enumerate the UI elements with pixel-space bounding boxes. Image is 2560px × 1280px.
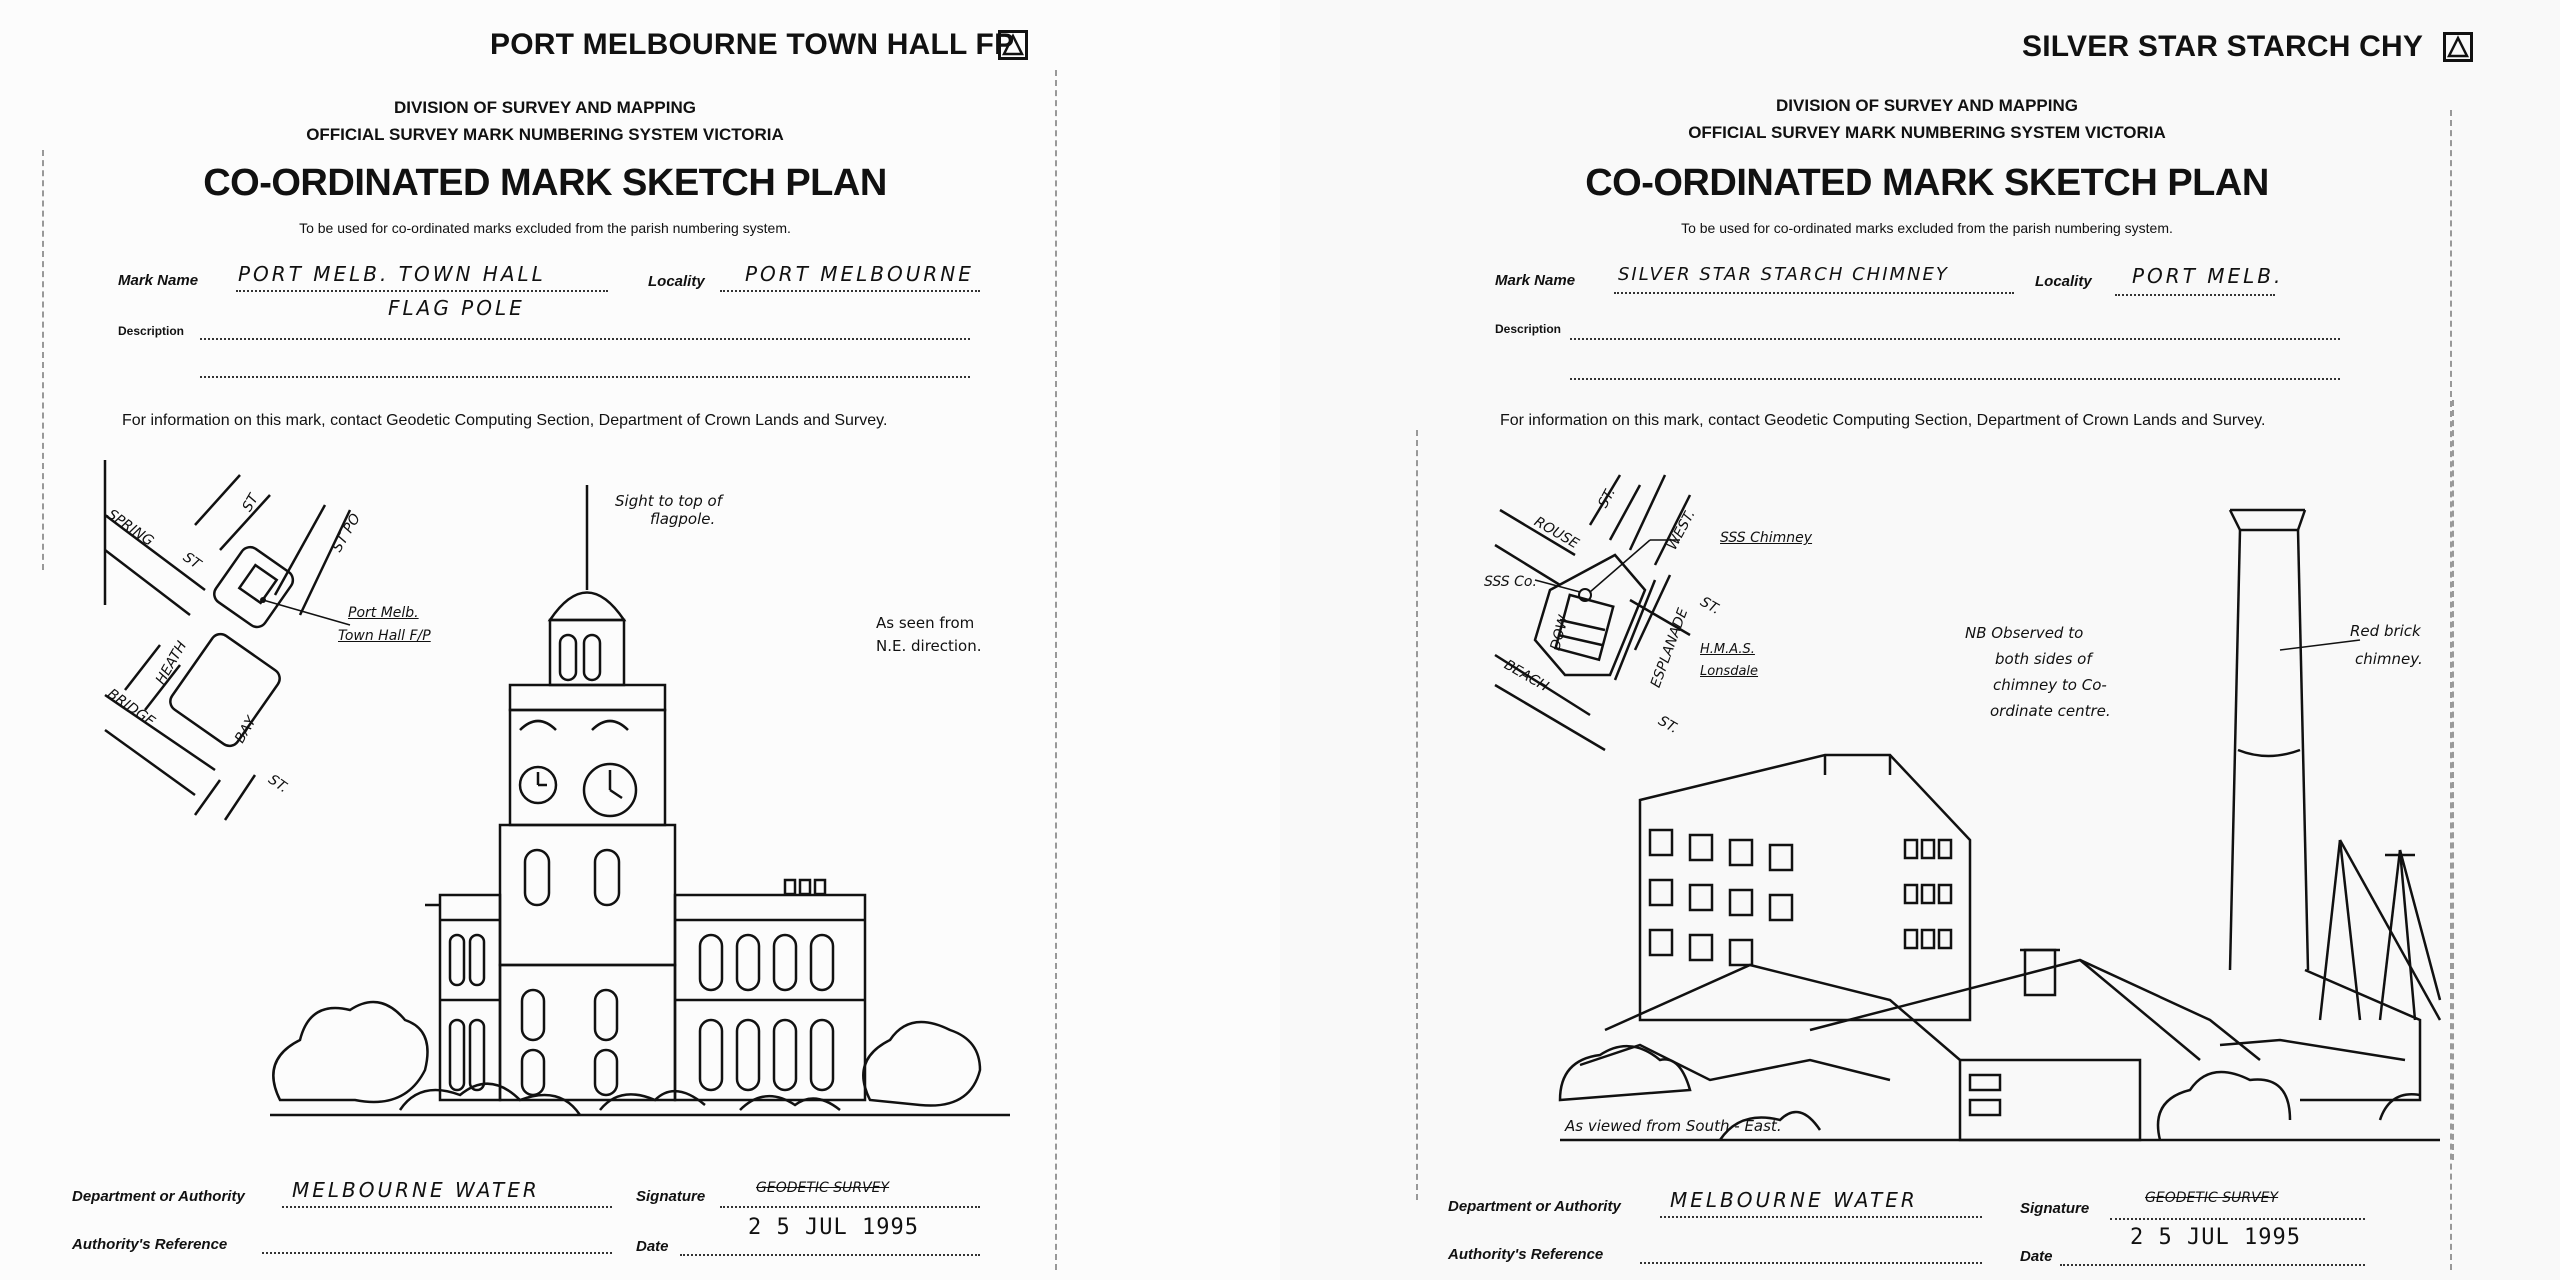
brick-note-2: chimney. [2355, 650, 2423, 668]
map-label-west: WEST. [1664, 507, 1699, 553]
map-callout-town-hall-fp: Town Hall F/P [338, 628, 431, 644]
dotted-line [1660, 1216, 1982, 1218]
dotted-line [720, 1206, 980, 1208]
date-stamp: 2 5 JUL 1995 [2130, 1225, 2301, 1250]
page-edge-line [1416, 430, 1418, 1200]
plan-title: CO-ORDINATED MARK SKETCH PLAN [203, 162, 887, 204]
nb-note: NB Observed to [1965, 624, 2084, 642]
mark-name-value-line2: FLAG POLE [388, 296, 525, 320]
mark-title: SILVER STAR STARCH CHY [2022, 30, 2424, 63]
department-value: MELBOURNE WATER [292, 1178, 540, 1202]
dotted-line [262, 1252, 612, 1254]
map-callout-lonsdale: Lonsdale [1700, 664, 1759, 679]
department-label: Department or Authority [1448, 1198, 1621, 1215]
map-label-spring: SPRING [104, 506, 157, 550]
dotted-line [2115, 294, 2275, 296]
chimney-factory-sketch [1560, 500, 2440, 1150]
page-edge-line [1055, 70, 1057, 1270]
signature-label: Signature [636, 1188, 706, 1205]
view-note: As seen from [876, 614, 975, 632]
map-callout-hmas: H.M.A.S. [1700, 642, 1755, 657]
nb-note-2: both sides of [1995, 650, 2092, 668]
date-stamp: 2 5 JUL 1995 [748, 1215, 919, 1240]
plan-title: CO-ORDINATED MARK SKETCH PLAN [1585, 162, 2269, 204]
locality-value: PORT MELBOURNE [745, 262, 974, 286]
plan-subtitle: To be used for co-ordinated marks excluded from the parish numbering system. [299, 220, 791, 236]
map-label-bay: BAY [232, 713, 260, 747]
map-label-st: ST. [1697, 594, 1723, 618]
sight-note: Sight to top of [615, 492, 722, 510]
locality-label: Locality [2035, 273, 2092, 290]
map-label-st: ST. [265, 771, 291, 797]
nb-note-4: ordinate centre. [1990, 702, 2111, 720]
authority-reference-label: Authority's Reference [1448, 1246, 1604, 1263]
mark-title: PORT MELBOURNE TOWN HALL FP [490, 28, 1015, 61]
system-header: OFFICIAL SURVEY MARK NUMBERING SYSTEM VICTORIA [1688, 123, 2166, 142]
map-label-st-po: ST PO [329, 511, 364, 555]
sight-note-2: flagpole. [650, 510, 716, 528]
town-hall-sketch [270, 480, 1030, 1120]
department-label: Department or Authority [72, 1188, 245, 1205]
locality-value: PORT MELB. [2132, 264, 2284, 288]
authority-reference-label: Authority's Reference [72, 1236, 228, 1253]
survey-mark-triangle-icon [2443, 32, 2473, 62]
map-label-st: ST [239, 491, 263, 515]
signature-value: GEODETIC SURVEY [2145, 1190, 2279, 1206]
mark-name-label: Mark Name [118, 272, 199, 289]
mark-name-value: PORT MELB. TOWN HALL [238, 262, 546, 286]
map-label-bridge: BRIDGE [104, 685, 158, 731]
nb-note-3: chimney to Co- [1993, 676, 2107, 694]
dotted-line [1570, 338, 2340, 340]
signature-value: GEODETIC SURVEY [756, 1180, 890, 1196]
mark-name-value: SILVER STAR STARCH CHIMNEY [1618, 264, 1949, 285]
description-label: Description [1495, 322, 1562, 336]
dotted-line [680, 1254, 980, 1256]
sketch-plan-right [1280, 0, 2560, 1280]
plan-subtitle: To be used for co-ordinated marks excluded from the parish numbering system. [1681, 220, 2173, 236]
department-value: MELBOURNE WATER [1670, 1188, 1918, 1212]
map-label-beach: BEACH [1501, 656, 1552, 696]
dotted-line [2110, 1218, 2365, 1220]
dotted-line [720, 290, 980, 292]
dotted-line [2060, 1264, 2365, 1266]
date-label: Date [636, 1238, 669, 1255]
dotted-line [1640, 1262, 1982, 1264]
dotted-line [200, 376, 970, 378]
map-label-esplanade: ESPLANADE [1647, 606, 1692, 690]
brick-note: Red brick [2350, 622, 2421, 640]
map-label-rouse: ROUSE [1531, 513, 1582, 553]
division-header: DIVISION OF SURVEY AND MAPPING [1776, 96, 2078, 115]
map-label-sss-co: SSS Co. [1484, 574, 1537, 590]
view-note-2: N.E. direction. [876, 637, 982, 655]
dotted-line [200, 338, 970, 340]
map-label-st: ST. [1595, 485, 1619, 511]
locality-label: Locality [648, 273, 705, 290]
dotted-line [1614, 292, 2014, 294]
mark-name-label: Mark Name [1495, 272, 1576, 289]
system-header: OFFICIAL SURVEY MARK NUMBERING SYSTEM VICTORIA [306, 125, 784, 144]
dotted-line [236, 290, 608, 292]
page-edge-line [42, 150, 44, 570]
page-edge-line [2452, 400, 2454, 1160]
division-header: DIVISION OF SURVEY AND MAPPING [394, 98, 696, 117]
dotted-line [282, 1206, 612, 1208]
map-callout-town-hall: Port Melb. [348, 605, 419, 621]
info-text: For information on this mark, contact Geodetic Computing Section, Department of Crown Lands and Survey. [1500, 412, 2266, 429]
map-label-st: ST [179, 549, 204, 573]
map-label-heath: HEATH [152, 638, 191, 688]
survey-mark-triangle-icon [998, 30, 1028, 60]
dotted-line [1570, 378, 2340, 380]
signature-label: Signature [2020, 1200, 2090, 1217]
info-text: For information on this mark, contact Geodetic Computing Section, Department of Crown Lands and Survey. [122, 412, 888, 429]
date-label: Date [2020, 1248, 2053, 1265]
map-label-st: ST. [1655, 713, 1681, 737]
map-label-dow: DOW [1547, 613, 1573, 653]
description-label: Description [118, 324, 185, 338]
map-callout-sss-chimney: SSS Chimney [1720, 530, 1813, 546]
view-note: As viewed from South - East. [1565, 1117, 1782, 1135]
